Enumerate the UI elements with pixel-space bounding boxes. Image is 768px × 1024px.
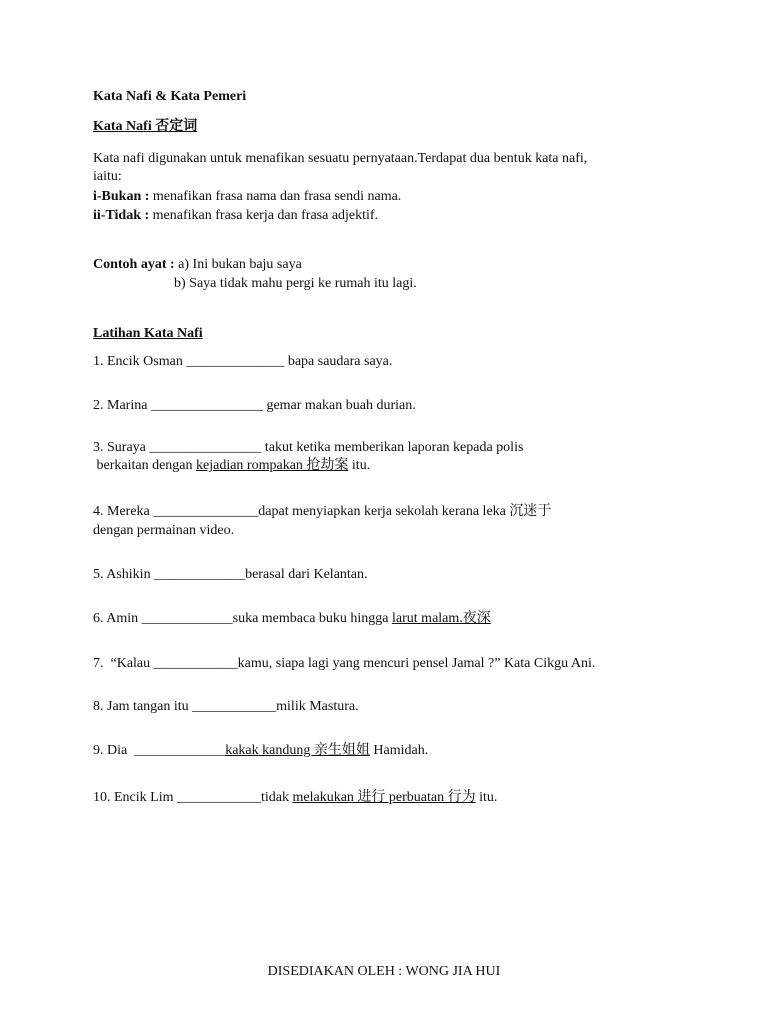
answer-blank[interactable]: _______________ — [153, 504, 259, 519]
form-label: ii-Tidak : — [93, 208, 150, 223]
form-label: i-Bukan : — [93, 189, 150, 204]
question-7 — [93, 655, 595, 673]
question-8 — [93, 698, 359, 716]
question-text: milik Mastura. — [276, 699, 359, 714]
question-text: takut ketika memberikan laporan kepada polis — [261, 440, 524, 455]
question-text: bapa saudara saya. — [284, 354, 393, 369]
vocab-underlined: kakak kandung 亲生姐姐 — [225, 743, 370, 758]
intro-text-line-2: iaitu: — [93, 169, 122, 184]
vocab-underlined: larut malam.夜深 — [392, 611, 491, 626]
question-text: 6. Amin — [93, 611, 142, 626]
question-10 — [93, 789, 497, 807]
question-text: 9. Dia — [93, 743, 135, 758]
question-6 — [93, 610, 491, 628]
question-text: 10. Encik Lim — [93, 790, 177, 805]
question-text: 4. Mereka — [93, 504, 154, 519]
answer-blank[interactable]: _____________ — [141, 611, 233, 626]
question-5 — [93, 566, 368, 584]
vocab-underlined: kejadian rompakan 抢劫案 — [196, 458, 349, 473]
form-tidak — [93, 207, 378, 225]
answer-blank[interactable]: ______________ — [186, 354, 285, 369]
question-text: 2. Marina — [93, 398, 151, 413]
question-text: 5. Ashikin — [93, 567, 155, 582]
document-title: Kata Nafi & Kata Pemeri — [93, 89, 247, 104]
question-1 — [93, 353, 392, 371]
question-text: gemar makan buah durian. — [262, 398, 416, 413]
example-line-b: b) Saya tidak mahu pergi ke rumah itu lagi. — [174, 276, 417, 291]
answer-blank[interactable]: ____________ — [177, 790, 261, 805]
answer-blank[interactable]: _____________ — [134, 743, 226, 758]
example-line-a — [93, 256, 302, 274]
answer-blank[interactable]: ____________ — [153, 656, 238, 671]
question-text: 1. Encik Osman — [93, 354, 187, 369]
question-3-line-2 — [93, 457, 370, 475]
question-2 — [93, 397, 416, 415]
question-text: berasal dari Kelantan. — [245, 567, 368, 582]
form-bukan — [93, 188, 401, 206]
answer-blank[interactable]: _____________ — [154, 567, 246, 582]
section-heading-kata-nafi: Kata Nafi 否定词 — [93, 119, 198, 134]
question-4-line-2: dengan permainan video. — [93, 523, 235, 538]
question-text: berkaitan dengan — [93, 458, 197, 473]
question-text: 7. “Kalau — [93, 656, 154, 671]
question-9 — [93, 742, 428, 760]
question-text: itu. — [475, 790, 498, 805]
example-label: Contoh ayat : — [93, 257, 175, 272]
answer-blank[interactable]: ________________ — [149, 440, 262, 455]
intro-text-line-1: Kata nafi digunakan untuk menafikan sesuatu pernyataan.Terdapat dua bentuk kata nafi, — [93, 151, 588, 166]
vocab-underlined: melakukan 进行 perbuatan 行为 — [292, 790, 476, 805]
form-text: menafikan frasa nama dan frasa sendi nama. — [149, 189, 402, 204]
form-text: menafikan frasa kerja dan frasa adjektif. — [149, 208, 379, 223]
question-text: suka membaca buku hingga — [232, 611, 393, 626]
footer-prepared-by: DISEDIAKAN OLEH : WONG JIA HUI — [267, 964, 501, 979]
question-text: dapat menyiapkan kerja sekolah kerana leka 沉迷于 — [258, 504, 552, 519]
question-3 — [93, 439, 523, 457]
exercise-heading: Latihan Kata Nafi — [93, 326, 203, 341]
question-4 — [93, 503, 551, 521]
question-text: itu. — [348, 458, 371, 473]
question-text: 8. Jam tangan itu — [93, 699, 193, 714]
question-text: tidak — [261, 790, 293, 805]
question-text: 3. Suraya — [93, 440, 150, 455]
answer-blank[interactable]: ____________ — [192, 699, 277, 714]
question-text: kamu, siapa lagi yang mencuri pensel Jamal ?” Kata Cikgu Ani. — [237, 656, 596, 671]
answer-blank[interactable]: ________________ — [150, 398, 263, 413]
example-a: a) Ini bukan baju saya — [174, 257, 302, 272]
question-text: Hamidah. — [369, 743, 429, 758]
